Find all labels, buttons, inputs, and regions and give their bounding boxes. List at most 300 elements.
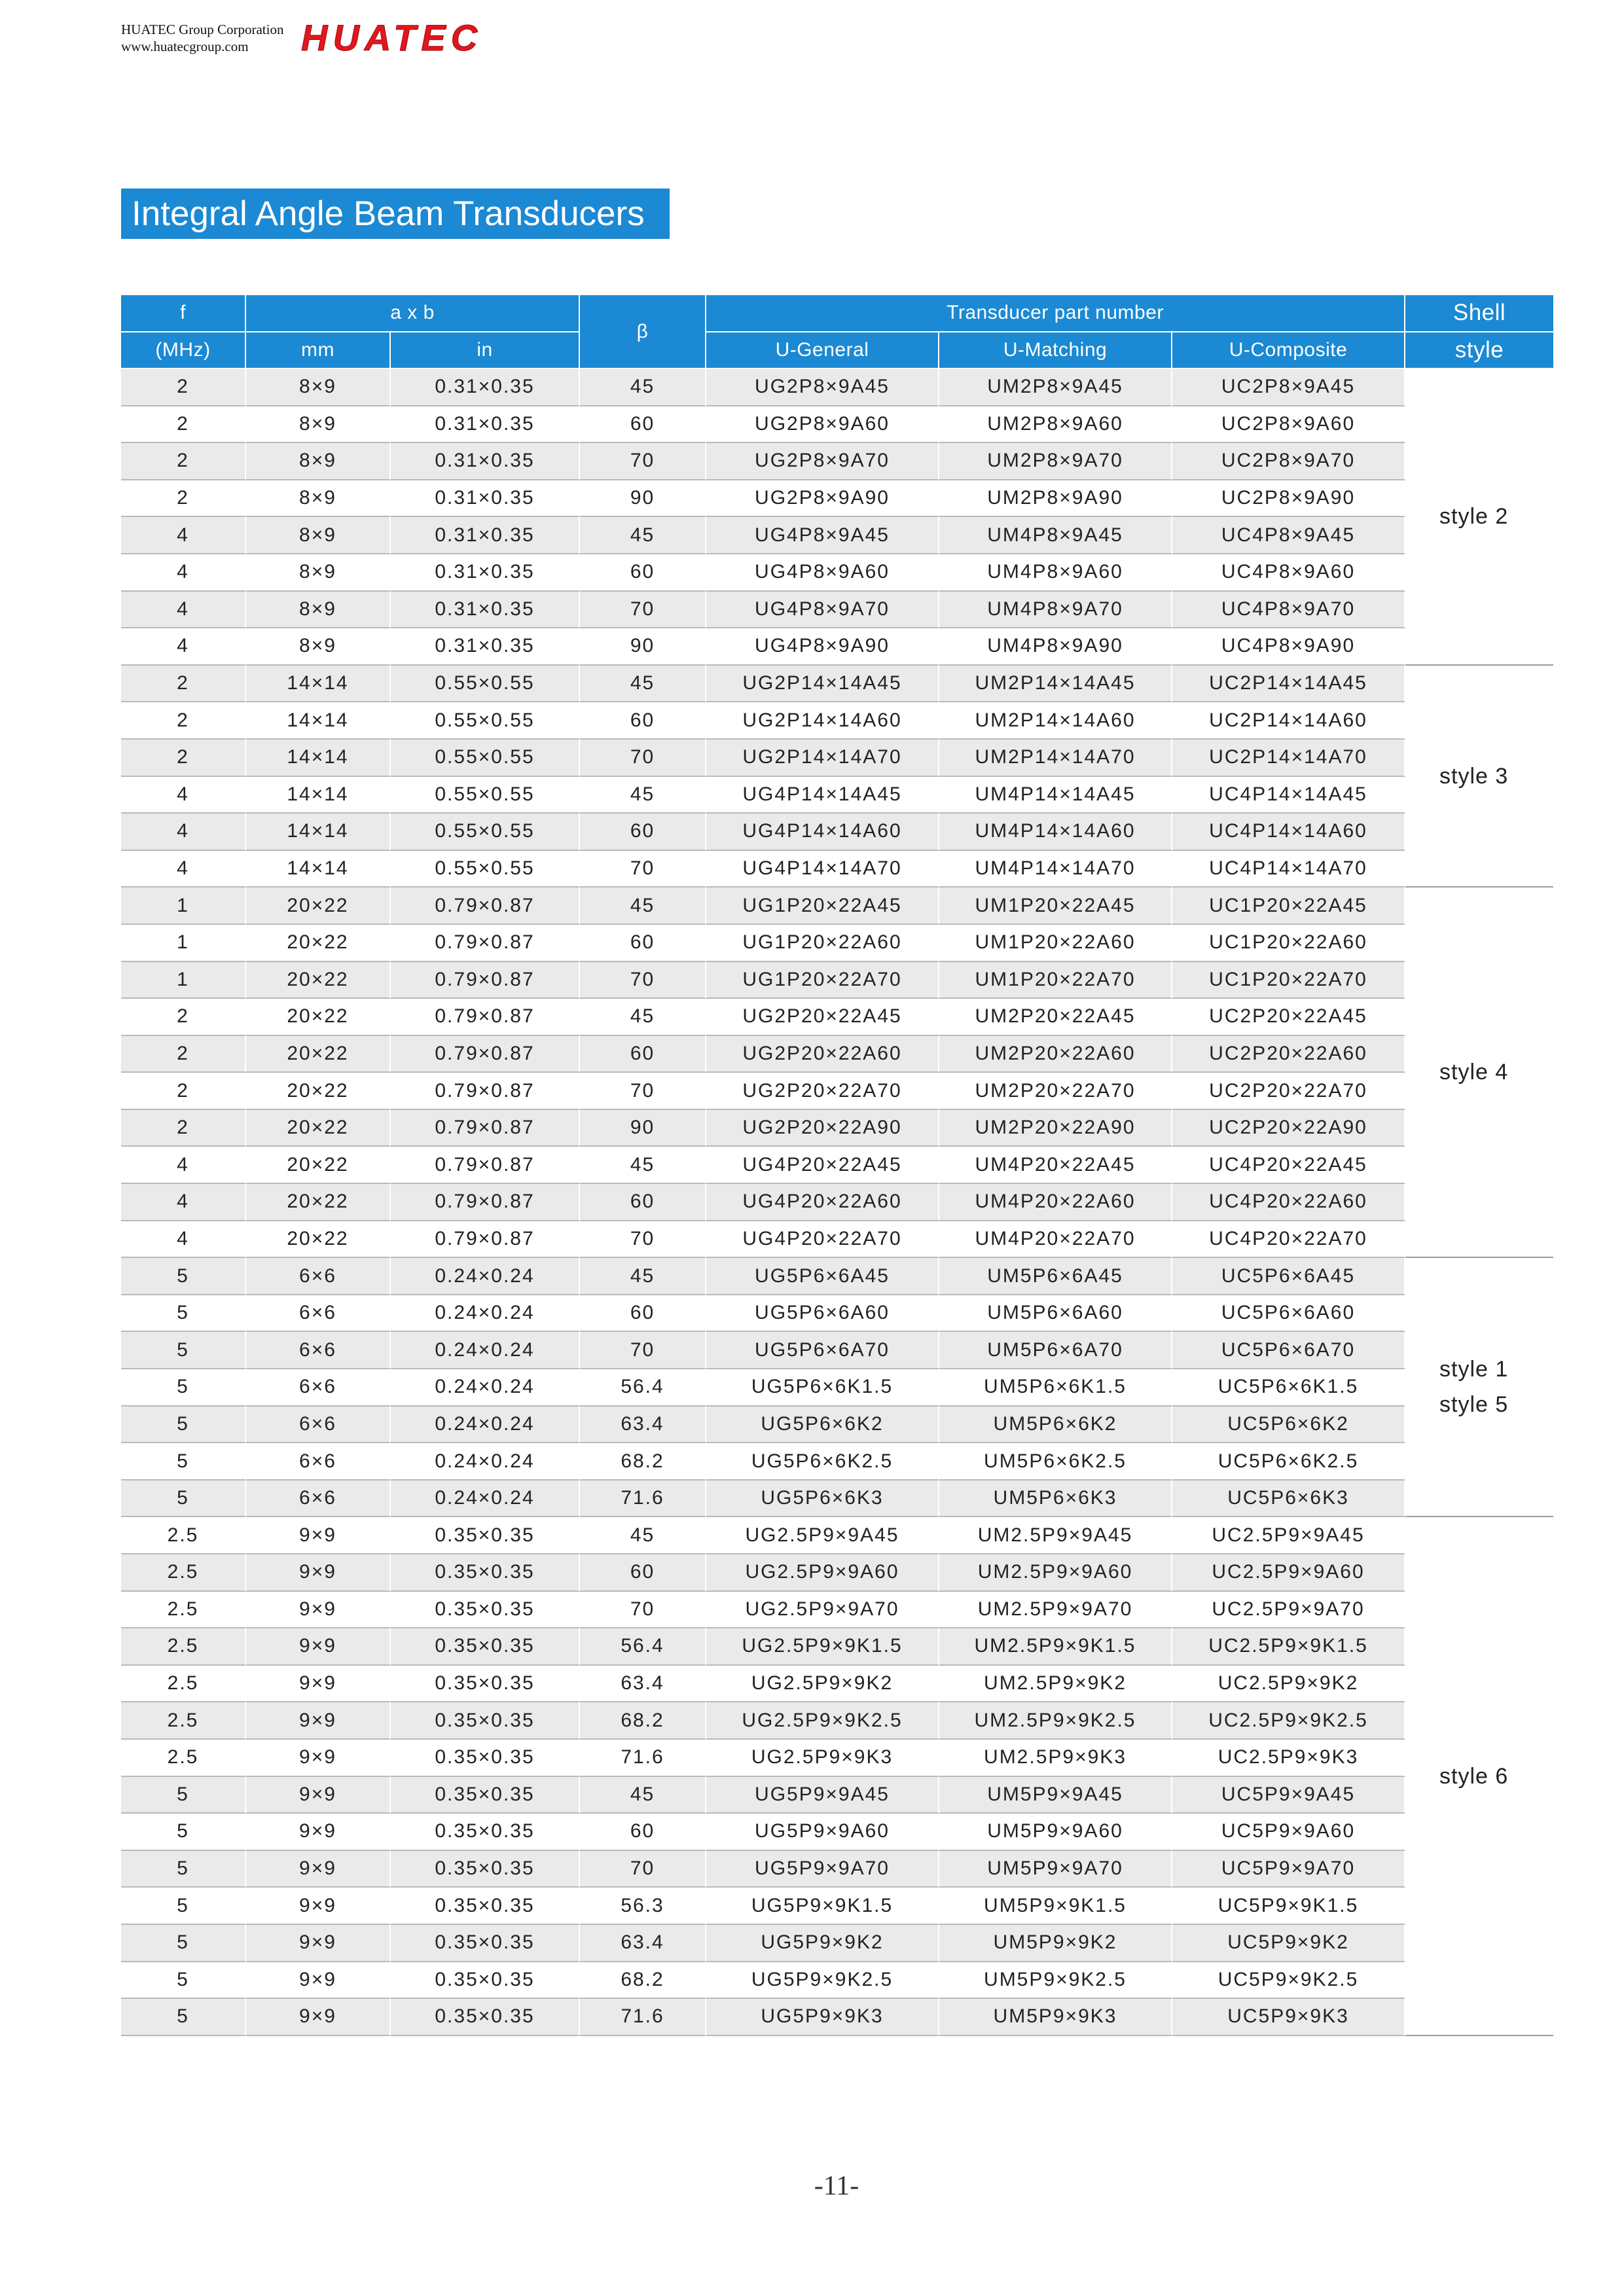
size-in-cell: 0.55×0.55 bbox=[391, 851, 580, 888]
u-composite-part-cell: UC2P14×14A45 bbox=[1172, 666, 1405, 703]
table-row bbox=[121, 1702, 1553, 1740]
size-mm-cell: 14×14 bbox=[246, 851, 391, 888]
u-general-part-cell: UG4P8×9A70 bbox=[706, 592, 939, 629]
u-general-part-cell: UG5P6×6A45 bbox=[706, 1258, 939, 1295]
angle-cell: 45 bbox=[580, 777, 706, 814]
table-row bbox=[121, 1628, 1553, 1666]
angle-cell: 60 bbox=[580, 814, 706, 851]
header-u-general: U-General bbox=[706, 332, 939, 370]
u-general-part-cell: UG5P9×9A60 bbox=[706, 1814, 939, 1851]
u-general-part-cell: UG2.5P9×9A60 bbox=[706, 1554, 939, 1592]
table-row bbox=[121, 1925, 1553, 1962]
angle-cell: 70 bbox=[580, 1592, 706, 1629]
size-mm-cell: 14×14 bbox=[246, 702, 391, 740]
frequency-cell: 5 bbox=[121, 1443, 246, 1480]
frequency-cell: 2 bbox=[121, 1036, 246, 1073]
u-general-part-cell: UG5P9×9A70 bbox=[706, 1851, 939, 1888]
table-row bbox=[121, 480, 1553, 518]
table-row bbox=[121, 925, 1553, 962]
u-matching-part-cell: UM4P20×22A60 bbox=[939, 1184, 1172, 1221]
u-composite-part-cell: UC4P20×22A45 bbox=[1172, 1147, 1405, 1184]
table-row bbox=[121, 369, 1553, 406]
size-mm-cell: 14×14 bbox=[246, 666, 391, 703]
table-row bbox=[121, 851, 1553, 888]
shell-style-label: style 5 bbox=[1439, 1392, 1509, 1418]
size-mm-cell: 20×22 bbox=[246, 1147, 391, 1184]
shell-style-label: style 1 bbox=[1439, 1357, 1509, 1382]
size-mm-cell: 14×14 bbox=[246, 814, 391, 851]
header-shell: Shell bbox=[1405, 295, 1553, 332]
header-shell-style: style bbox=[1405, 332, 1553, 370]
u-composite-part-cell: UC2.5P9×9A45 bbox=[1172, 1517, 1405, 1554]
u-composite-part-cell: UC4P20×22A70 bbox=[1172, 1221, 1405, 1259]
u-general-part-cell: UG5P6×6K1.5 bbox=[706, 1369, 939, 1407]
frequency-cell: 2.5 bbox=[121, 1517, 246, 1554]
table-row bbox=[121, 814, 1553, 851]
size-in-cell: 0.55×0.55 bbox=[391, 814, 580, 851]
header-size-axb: a x b bbox=[246, 295, 580, 332]
u-composite-part-cell: UC5P9×9K1.5 bbox=[1172, 1888, 1405, 1925]
frequency-cell: 2 bbox=[121, 480, 246, 518]
u-general-part-cell: UG2P20×22A70 bbox=[706, 1073, 939, 1110]
frequency-cell: 5 bbox=[121, 1962, 246, 2000]
angle-cell: 71.6 bbox=[580, 1999, 706, 2036]
size-in-cell: 0.35×0.35 bbox=[391, 1925, 580, 1962]
u-composite-part-cell: UC4P20×22A60 bbox=[1172, 1184, 1405, 1221]
frequency-cell: 5 bbox=[121, 1295, 246, 1333]
table-row bbox=[121, 1999, 1553, 2036]
frequency-cell: 2.5 bbox=[121, 1628, 246, 1666]
u-matching-part-cell: UM2.5P9×9A60 bbox=[939, 1554, 1172, 1592]
size-in-cell: 0.79×0.87 bbox=[391, 1147, 580, 1184]
size-mm-cell: 9×9 bbox=[246, 1592, 391, 1629]
u-composite-part-cell: UC5P9×9K3 bbox=[1172, 1999, 1405, 2036]
frequency-cell: 5 bbox=[121, 1480, 246, 1518]
frequency-cell: 2 bbox=[121, 406, 246, 444]
angle-cell: 68.2 bbox=[580, 1443, 706, 1480]
u-general-part-cell: UG2.5P9×9K2.5 bbox=[706, 1702, 939, 1740]
frequency-cell: 5 bbox=[121, 1814, 246, 1851]
angle-cell: 70 bbox=[580, 1221, 706, 1259]
u-general-part-cell: UG4P20×22A45 bbox=[706, 1147, 939, 1184]
size-mm-cell: 9×9 bbox=[246, 1962, 391, 2000]
u-general-part-cell: UG2P20×22A90 bbox=[706, 1110, 939, 1147]
table-header bbox=[121, 295, 1553, 369]
angle-cell: 60 bbox=[580, 1554, 706, 1592]
u-general-part-cell: UG4P14×14A60 bbox=[706, 814, 939, 851]
size-in-cell: 0.35×0.35 bbox=[391, 1777, 580, 1814]
frequency-cell: 5 bbox=[121, 1999, 246, 2036]
u-composite-part-cell: UC1P20×22A45 bbox=[1172, 888, 1405, 925]
u-general-part-cell: UG5P9×9K3 bbox=[706, 1999, 939, 2036]
frequency-cell: 5 bbox=[121, 1258, 246, 1295]
frequency-cell: 2 bbox=[121, 999, 246, 1036]
u-matching-part-cell: UM2P14×14A45 bbox=[939, 666, 1172, 703]
frequency-cell: 2.5 bbox=[121, 1592, 246, 1629]
u-general-part-cell: UG2P8×9A60 bbox=[706, 406, 939, 444]
angle-cell: 60 bbox=[580, 1184, 706, 1221]
u-matching-part-cell: UM2P20×22A90 bbox=[939, 1110, 1172, 1147]
u-general-part-cell: UG2.5P9×9K3 bbox=[706, 1740, 939, 1777]
size-in-cell: 0.35×0.35 bbox=[391, 1628, 580, 1666]
size-in-cell: 0.79×0.87 bbox=[391, 999, 580, 1036]
u-matching-part-cell: UM2P20×22A70 bbox=[939, 1073, 1172, 1110]
table-row bbox=[121, 592, 1553, 629]
angle-cell: 60 bbox=[580, 702, 706, 740]
size-in-cell: 0.79×0.87 bbox=[391, 1221, 580, 1259]
u-matching-part-cell: UM4P8×9A90 bbox=[939, 628, 1172, 666]
table-row bbox=[121, 1480, 1553, 1518]
frequency-cell: 2 bbox=[121, 740, 246, 777]
size-mm-cell: 9×9 bbox=[246, 1666, 391, 1703]
u-general-part-cell: UG5P6×6A70 bbox=[706, 1332, 939, 1369]
angle-cell: 60 bbox=[580, 406, 706, 444]
size-in-cell: 0.31×0.35 bbox=[391, 628, 580, 666]
size-mm-cell: 8×9 bbox=[246, 628, 391, 666]
table-row bbox=[121, 1740, 1553, 1777]
u-general-part-cell: UG5P6×6A60 bbox=[706, 1295, 939, 1333]
size-in-cell: 0.35×0.35 bbox=[391, 1814, 580, 1851]
size-in-cell: 0.35×0.35 bbox=[391, 1740, 580, 1777]
size-mm-cell: 9×9 bbox=[246, 1628, 391, 1666]
table-row bbox=[121, 1369, 1553, 1407]
u-general-part-cell: UG2P14×14A70 bbox=[706, 740, 939, 777]
u-matching-part-cell: UM4P20×22A45 bbox=[939, 1147, 1172, 1184]
size-mm-cell: 8×9 bbox=[246, 517, 391, 554]
u-composite-part-cell: UC5P6×6K1.5 bbox=[1172, 1369, 1405, 1407]
table-row bbox=[121, 1295, 1553, 1333]
u-matching-part-cell: UM1P20×22A70 bbox=[939, 962, 1172, 999]
angle-cell: 45 bbox=[580, 1147, 706, 1184]
u-general-part-cell: UG5P9×9K2.5 bbox=[706, 1962, 939, 2000]
size-in-cell: 0.35×0.35 bbox=[391, 1666, 580, 1703]
u-composite-part-cell: UC2.5P9×9K3 bbox=[1172, 1740, 1405, 1777]
angle-cell: 68.2 bbox=[580, 1702, 706, 1740]
frequency-cell: 2 bbox=[121, 443, 246, 480]
u-general-part-cell: UG2.5P9×9A45 bbox=[706, 1517, 939, 1554]
size-in-cell: 0.79×0.87 bbox=[391, 1110, 580, 1147]
angle-cell: 70 bbox=[580, 1332, 706, 1369]
size-mm-cell: 20×22 bbox=[246, 1073, 391, 1110]
size-mm-cell: 6×6 bbox=[246, 1332, 391, 1369]
table-header-row bbox=[121, 295, 1553, 332]
size-mm-cell: 20×22 bbox=[246, 1184, 391, 1221]
u-matching-part-cell: UM4P14×14A70 bbox=[939, 851, 1172, 888]
u-matching-part-cell: UM5P9×9A70 bbox=[939, 1851, 1172, 1888]
u-general-part-cell: UG2P8×9A45 bbox=[706, 369, 939, 406]
page-header bbox=[121, 21, 283, 55]
u-matching-part-cell: UM5P6×6K2.5 bbox=[939, 1443, 1172, 1480]
frequency-cell: 2 bbox=[121, 1110, 246, 1147]
frequency-cell: 2.5 bbox=[121, 1740, 246, 1777]
u-matching-part-cell: UM2P8×9A60 bbox=[939, 406, 1172, 444]
u-matching-part-cell: UM2P8×9A70 bbox=[939, 443, 1172, 480]
header-frequency: f bbox=[121, 295, 246, 332]
u-composite-part-cell: UC2P20×22A70 bbox=[1172, 1073, 1405, 1110]
table-header-row bbox=[121, 332, 1553, 370]
angle-cell: 45 bbox=[580, 1777, 706, 1814]
company-url[interactable]: www.huatecgroup.com bbox=[121, 39, 249, 54]
u-composite-part-cell: UC4P8×9A60 bbox=[1172, 554, 1405, 592]
frequency-cell: 4 bbox=[121, 1184, 246, 1221]
u-general-part-cell: UG4P20×22A70 bbox=[706, 1221, 939, 1259]
frequency-cell: 5 bbox=[121, 1332, 246, 1369]
u-composite-part-cell: UC2P20×22A90 bbox=[1172, 1110, 1405, 1147]
u-matching-part-cell: UM5P9×9K3 bbox=[939, 1999, 1172, 2036]
angle-cell: 45 bbox=[580, 888, 706, 925]
u-matching-part-cell: UM4P14×14A45 bbox=[939, 777, 1172, 814]
u-matching-part-cell: UM2P8×9A45 bbox=[939, 369, 1172, 406]
shell-style-cell bbox=[1405, 888, 1553, 1258]
u-composite-part-cell: UC5P9×9A70 bbox=[1172, 1851, 1405, 1888]
frequency-cell: 1 bbox=[121, 962, 246, 999]
size-in-cell: 0.79×0.87 bbox=[391, 962, 580, 999]
size-in-cell: 0.55×0.55 bbox=[391, 740, 580, 777]
table-row bbox=[121, 1443, 1553, 1480]
size-in-cell: 0.24×0.24 bbox=[391, 1332, 580, 1369]
header-size-in: in bbox=[391, 332, 580, 370]
size-mm-cell: 6×6 bbox=[246, 1443, 391, 1480]
u-matching-part-cell: UM4P8×9A70 bbox=[939, 592, 1172, 629]
size-in-cell: 0.35×0.35 bbox=[391, 1517, 580, 1554]
u-general-part-cell: UG2.5P9×9K1.5 bbox=[706, 1628, 939, 1666]
u-general-part-cell: UG2P20×22A45 bbox=[706, 999, 939, 1036]
size-mm-cell: 6×6 bbox=[246, 1407, 391, 1444]
table-row bbox=[121, 517, 1553, 554]
section-title: Integral Angle Beam Transducers bbox=[132, 194, 645, 233]
angle-cell: 90 bbox=[580, 628, 706, 666]
angle-cell: 63.4 bbox=[580, 1407, 706, 1444]
size-mm-cell: 8×9 bbox=[246, 443, 391, 480]
u-general-part-cell: UG2P8×9A90 bbox=[706, 480, 939, 518]
u-composite-part-cell: UC5P9×9A60 bbox=[1172, 1814, 1405, 1851]
u-composite-part-cell: UC4P14×14A45 bbox=[1172, 777, 1405, 814]
angle-cell: 56.3 bbox=[580, 1888, 706, 1925]
size-in-cell: 0.24×0.24 bbox=[391, 1258, 580, 1295]
shell-style-label: style 2 bbox=[1439, 504, 1509, 529]
u-composite-part-cell: UC2.5P9×9K2.5 bbox=[1172, 1702, 1405, 1740]
u-composite-part-cell: UC2P20×22A45 bbox=[1172, 999, 1405, 1036]
frequency-cell: 1 bbox=[121, 925, 246, 962]
angle-cell: 45 bbox=[580, 666, 706, 703]
table-row bbox=[121, 1962, 1553, 2000]
shell-style-cell bbox=[1405, 369, 1553, 666]
u-composite-part-cell: UC2P8×9A70 bbox=[1172, 443, 1405, 480]
size-mm-cell: 9×9 bbox=[246, 1888, 391, 1925]
size-in-cell: 0.35×0.35 bbox=[391, 1554, 580, 1592]
table-row bbox=[121, 702, 1553, 740]
angle-cell: 70 bbox=[580, 1851, 706, 1888]
frequency-cell: 2 bbox=[121, 702, 246, 740]
angle-cell: 63.4 bbox=[580, 1666, 706, 1703]
frequency-cell: 2 bbox=[121, 369, 246, 406]
size-in-cell: 0.79×0.87 bbox=[391, 925, 580, 962]
frequency-cell: 5 bbox=[121, 1777, 246, 1814]
size-in-cell: 0.35×0.35 bbox=[391, 1851, 580, 1888]
size-mm-cell: 6×6 bbox=[246, 1480, 391, 1518]
header-angle-beta: β bbox=[580, 295, 706, 369]
u-composite-part-cell: UC4P8×9A45 bbox=[1172, 517, 1405, 554]
u-general-part-cell: UG2.5P9×9A70 bbox=[706, 1592, 939, 1629]
size-in-cell: 0.24×0.24 bbox=[391, 1369, 580, 1407]
u-composite-part-cell: UC2P8×9A90 bbox=[1172, 480, 1405, 518]
u-composite-part-cell: UC4P14×14A60 bbox=[1172, 814, 1405, 851]
frequency-cell: 4 bbox=[121, 814, 246, 851]
table-row bbox=[121, 1184, 1553, 1221]
u-matching-part-cell: UM5P6×6A45 bbox=[939, 1258, 1172, 1295]
angle-cell: 60 bbox=[580, 1036, 706, 1073]
size-mm-cell: 14×14 bbox=[246, 777, 391, 814]
u-general-part-cell: UG2.5P9×9K2 bbox=[706, 1666, 939, 1703]
u-composite-part-cell: UC2.5P9×9K1.5 bbox=[1172, 1628, 1405, 1666]
u-composite-part-cell: UC2P8×9A45 bbox=[1172, 369, 1405, 406]
size-mm-cell: 8×9 bbox=[246, 369, 391, 406]
angle-cell: 71.6 bbox=[580, 1480, 706, 1518]
header-u-composite: U-Composite bbox=[1172, 332, 1405, 370]
frequency-cell: 2.5 bbox=[121, 1554, 246, 1592]
frequency-cell: 5 bbox=[121, 1888, 246, 1925]
header-part-number: Transducer part number bbox=[706, 295, 1405, 332]
u-general-part-cell: UG2P20×22A60 bbox=[706, 1036, 939, 1073]
table-row bbox=[121, 1110, 1553, 1147]
shell-style-label: style 4 bbox=[1439, 1060, 1509, 1085]
frequency-cell: 4 bbox=[121, 592, 246, 629]
u-general-part-cell: UG5P9×9K1.5 bbox=[706, 1888, 939, 1925]
u-matching-part-cell: UM5P6×6A70 bbox=[939, 1332, 1172, 1369]
u-general-part-cell: UG4P14×14A45 bbox=[706, 777, 939, 814]
size-in-cell: 0.31×0.35 bbox=[391, 480, 580, 518]
u-matching-part-cell: UM2P20×22A45 bbox=[939, 999, 1172, 1036]
frequency-cell: 1 bbox=[121, 888, 246, 925]
company-name: HUATEC Group Corporation bbox=[121, 22, 284, 37]
frequency-cell: 2 bbox=[121, 1073, 246, 1110]
table-row bbox=[121, 406, 1553, 444]
size-in-cell: 0.55×0.55 bbox=[391, 702, 580, 740]
size-in-cell: 0.79×0.87 bbox=[391, 888, 580, 925]
size-in-cell: 0.24×0.24 bbox=[391, 1295, 580, 1333]
u-composite-part-cell: UC2.5P9×9A60 bbox=[1172, 1554, 1405, 1592]
u-composite-part-cell: UC5P6×6K2 bbox=[1172, 1407, 1405, 1444]
u-matching-part-cell: UM5P9×9K2 bbox=[939, 1925, 1172, 1962]
table-row bbox=[121, 777, 1553, 814]
u-general-part-cell: UG2P14×14A45 bbox=[706, 666, 939, 703]
size-in-cell: 0.35×0.35 bbox=[391, 1888, 580, 1925]
u-matching-part-cell: UM1P20×22A60 bbox=[939, 925, 1172, 962]
u-composite-part-cell: UC4P8×9A70 bbox=[1172, 592, 1405, 629]
size-mm-cell: 20×22 bbox=[246, 1110, 391, 1147]
u-composite-part-cell: UC5P6×6K3 bbox=[1172, 1480, 1405, 1518]
size-in-cell: 0.24×0.24 bbox=[391, 1443, 580, 1480]
angle-cell: 68.2 bbox=[580, 1962, 706, 2000]
u-matching-part-cell: UM5P6×6K1.5 bbox=[939, 1369, 1172, 1407]
size-mm-cell: 8×9 bbox=[246, 480, 391, 518]
u-matching-part-cell: UM4P14×14A60 bbox=[939, 814, 1172, 851]
size-in-cell: 0.79×0.87 bbox=[391, 1073, 580, 1110]
shell-style-label: style 6 bbox=[1439, 1763, 1509, 1789]
angle-cell: 70 bbox=[580, 740, 706, 777]
u-composite-part-cell: UC4P8×9A90 bbox=[1172, 628, 1405, 666]
u-matching-part-cell: UM5P6×6K3 bbox=[939, 1480, 1172, 1518]
size-in-cell: 0.35×0.35 bbox=[391, 1999, 580, 2036]
u-matching-part-cell: UM5P6×6K2 bbox=[939, 1407, 1172, 1444]
size-in-cell: 0.55×0.55 bbox=[391, 777, 580, 814]
u-composite-part-cell: UC2.5P9×9A70 bbox=[1172, 1592, 1405, 1629]
shell-style-cell bbox=[1405, 666, 1553, 888]
table-row bbox=[121, 1221, 1553, 1259]
u-general-part-cell: UG5P6×6K2 bbox=[706, 1407, 939, 1444]
u-matching-part-cell: UM4P20×22A70 bbox=[939, 1221, 1172, 1259]
u-matching-part-cell: UM2P14×14A70 bbox=[939, 740, 1172, 777]
u-general-part-cell: UG4P8×9A45 bbox=[706, 517, 939, 554]
size-in-cell: 0.79×0.87 bbox=[391, 1184, 580, 1221]
angle-cell: 45 bbox=[580, 1258, 706, 1295]
size-mm-cell: 9×9 bbox=[246, 1777, 391, 1814]
angle-cell: 71.6 bbox=[580, 1740, 706, 1777]
size-mm-cell: 20×22 bbox=[246, 1036, 391, 1073]
angle-cell: 70 bbox=[580, 962, 706, 999]
table-row bbox=[121, 1036, 1553, 1073]
angle-cell: 70 bbox=[580, 443, 706, 480]
size-mm-cell: 9×9 bbox=[246, 1999, 391, 2036]
size-mm-cell: 9×9 bbox=[246, 1814, 391, 1851]
angle-cell: 56.4 bbox=[580, 1628, 706, 1666]
angle-cell: 70 bbox=[580, 1073, 706, 1110]
table-row bbox=[121, 1258, 1553, 1295]
angle-cell: 90 bbox=[580, 1110, 706, 1147]
u-general-part-cell: UG4P14×14A70 bbox=[706, 851, 939, 888]
size-mm-cell: 9×9 bbox=[246, 1702, 391, 1740]
u-general-part-cell: UG4P8×9A90 bbox=[706, 628, 939, 666]
size-in-cell: 0.24×0.24 bbox=[391, 1480, 580, 1518]
size-mm-cell: 8×9 bbox=[246, 554, 391, 592]
size-mm-cell: 14×14 bbox=[246, 740, 391, 777]
u-composite-part-cell: UC5P9×9K2 bbox=[1172, 1925, 1405, 1962]
u-composite-part-cell: UC5P6×6K2.5 bbox=[1172, 1443, 1405, 1480]
page-number: -11- bbox=[814, 2171, 859, 2201]
frequency-cell: 4 bbox=[121, 777, 246, 814]
u-matching-part-cell: UM2.5P9×9A45 bbox=[939, 1517, 1172, 1554]
table-row bbox=[121, 1666, 1553, 1703]
frequency-cell: 5 bbox=[121, 1851, 246, 1888]
u-composite-part-cell: UC5P9×9K2.5 bbox=[1172, 1962, 1405, 2000]
u-general-part-cell: UG2P14×14A60 bbox=[706, 702, 939, 740]
u-composite-part-cell: UC2P8×9A60 bbox=[1172, 406, 1405, 444]
table-row bbox=[121, 1073, 1553, 1110]
u-matching-part-cell: UM2P8×9A90 bbox=[939, 480, 1172, 518]
frequency-cell: 4 bbox=[121, 1147, 246, 1184]
u-composite-part-cell: UC2P14×14A60 bbox=[1172, 702, 1405, 740]
frequency-cell: 4 bbox=[121, 554, 246, 592]
header-size-mm: mm bbox=[246, 332, 391, 370]
angle-cell: 56.4 bbox=[580, 1369, 706, 1407]
frequency-cell: 2.5 bbox=[121, 1666, 246, 1703]
u-matching-part-cell: UM2.5P9×9K2.5 bbox=[939, 1702, 1172, 1740]
angle-cell: 70 bbox=[580, 592, 706, 629]
table-row bbox=[121, 999, 1553, 1036]
u-composite-part-cell: UC2.5P9×9K2 bbox=[1172, 1666, 1405, 1703]
angle-cell: 60 bbox=[580, 1814, 706, 1851]
frequency-cell: 5 bbox=[121, 1369, 246, 1407]
size-in-cell: 0.31×0.35 bbox=[391, 369, 580, 406]
u-matching-part-cell: UM4P8×9A45 bbox=[939, 517, 1172, 554]
u-matching-part-cell: UM2.5P9×9A70 bbox=[939, 1592, 1172, 1629]
u-general-part-cell: UG5P9×9K2 bbox=[706, 1925, 939, 1962]
size-mm-cell: 20×22 bbox=[246, 925, 391, 962]
size-in-cell: 0.35×0.35 bbox=[391, 1962, 580, 2000]
u-general-part-cell: UG5P6×6K3 bbox=[706, 1480, 939, 1518]
size-in-cell: 0.31×0.35 bbox=[391, 592, 580, 629]
angle-cell: 60 bbox=[580, 554, 706, 592]
